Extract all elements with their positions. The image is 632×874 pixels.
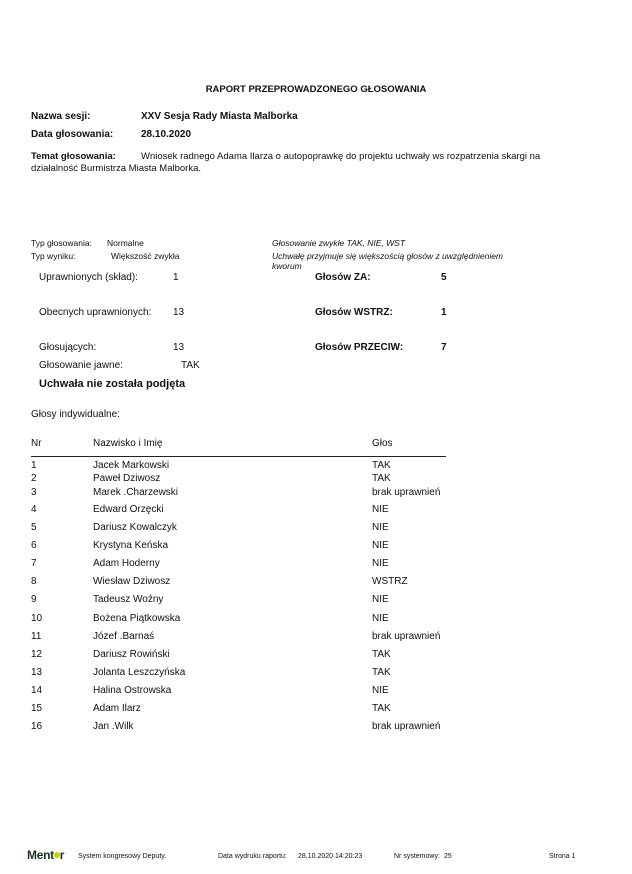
row-vote: TAK bbox=[372, 460, 391, 471]
row-vote: NIE bbox=[372, 540, 389, 551]
row-name: Krystyna Keńska bbox=[93, 540, 169, 551]
row-vote: NIE bbox=[372, 685, 389, 696]
row-vote: TAK bbox=[372, 703, 391, 714]
row-vote: TAK bbox=[372, 667, 391, 678]
row-nr: 11 bbox=[31, 631, 42, 642]
footer-print-date-value: 28.10.2020 14:20:23 bbox=[298, 853, 363, 860]
col-nr: Nr bbox=[31, 438, 42, 449]
individual-heading: Głosy indywidualne: bbox=[31, 409, 120, 420]
public-label: Głosowanie jawne: bbox=[39, 360, 123, 371]
row-nr: 15 bbox=[31, 703, 43, 714]
table-row bbox=[0, 558, 632, 571]
row-name: Dariusz Kowalczyk bbox=[93, 522, 177, 533]
voting-note-2-line-2: kworum bbox=[272, 261, 302, 271]
row-vote: brak uprawnień bbox=[372, 487, 441, 498]
topic-line-1: Wniosek radnego Adama Ilarza o autopoprawkę do projektu uchwały ws rozpatrzenia skargi na bbox=[141, 151, 541, 162]
table-row bbox=[0, 460, 632, 473]
table-row bbox=[0, 540, 632, 553]
row-name: Wiesław Dziwosz bbox=[93, 576, 171, 587]
footer-print-date-label: Data wydruku raportu: bbox=[218, 853, 287, 860]
header-divider bbox=[31, 456, 446, 457]
row-nr: 3 bbox=[31, 487, 37, 498]
topic-line-2: działalność Burmistrza Miasta Malborka. bbox=[31, 163, 202, 174]
voting-note-2-line-1: Uchwałę przyjmuje się większością głosów z uwzględnieniem bbox=[272, 251, 504, 261]
table-row bbox=[0, 721, 632, 734]
table-row bbox=[0, 631, 632, 644]
voting-note-1: Głosowanie zwykłe TAK, NIE, WST bbox=[272, 238, 406, 248]
przeciw-label: Głosów PRZECIW: bbox=[315, 342, 404, 353]
row-name: Jacek Markowski bbox=[93, 460, 170, 471]
present-label: Obecnych uprawnionych: bbox=[39, 307, 152, 318]
row-name: Józef .Barnaś bbox=[93, 631, 155, 642]
row-vote: NIE bbox=[372, 594, 389, 605]
za-value: 5 bbox=[441, 272, 447, 283]
row-nr: 10 bbox=[31, 613, 43, 624]
table-row bbox=[0, 594, 632, 607]
row-name: Tadeusz Woźny bbox=[93, 594, 164, 605]
table-row bbox=[0, 703, 632, 716]
row-nr: 7 bbox=[31, 558, 37, 569]
col-name: Nazwisko i Imię bbox=[93, 438, 163, 449]
row-vote: WSTRZ bbox=[372, 576, 408, 587]
row-name: Halina Ostrowska bbox=[93, 685, 172, 696]
date-value: 28.10.2020 bbox=[141, 129, 192, 140]
result-type-label: Typ wyniku: bbox=[31, 251, 76, 261]
row-nr: 12 bbox=[31, 649, 43, 660]
voting-count-value: 13 bbox=[173, 342, 185, 353]
entitled-label: Uprawnionych (skład): bbox=[39, 272, 138, 283]
table-row bbox=[0, 685, 632, 698]
footer-system: System kongresowy Deputy. bbox=[78, 853, 167, 860]
row-nr: 5 bbox=[31, 522, 37, 533]
row-vote: TAK bbox=[372, 473, 391, 484]
row-nr: 16 bbox=[31, 721, 43, 732]
footer-system-nr-value: 25 bbox=[444, 853, 452, 860]
result-type-value: Większość zwykła bbox=[111, 251, 180, 261]
report-title: RAPORT PRZEPROWADZONEGO GŁOSOWANIA bbox=[205, 84, 427, 95]
row-vote: brak uprawnień bbox=[372, 631, 441, 642]
table-row bbox=[0, 487, 632, 500]
row-name: Marek .Charzewski bbox=[93, 487, 179, 498]
table-row bbox=[0, 667, 632, 680]
outcome-text: Uchwała nie została podjęta bbox=[39, 378, 186, 390]
voting-type-label: Typ głosowania: bbox=[31, 238, 92, 248]
row-nr: 4 bbox=[31, 504, 37, 515]
row-nr: 8 bbox=[31, 576, 37, 587]
table-row bbox=[0, 522, 632, 535]
row-name: Edward Orzęcki bbox=[93, 504, 164, 515]
date-label: Data głosowania: bbox=[31, 129, 114, 140]
voting-type-value: Normalne bbox=[107, 238, 144, 248]
individual-table-header bbox=[0, 438, 632, 451]
row-vote: NIE bbox=[372, 522, 389, 533]
present-value: 13 bbox=[173, 307, 185, 318]
table-row bbox=[0, 649, 632, 662]
row-nr: 1 bbox=[31, 460, 37, 471]
public-value: TAK bbox=[181, 360, 200, 371]
przeciw-value: 7 bbox=[441, 342, 447, 353]
table-row bbox=[0, 473, 632, 486]
row-name: Paweł Dziwosz bbox=[93, 473, 161, 484]
row-vote: NIE bbox=[372, 613, 389, 624]
topic-label: Temat głosowania: bbox=[31, 151, 116, 162]
entitled-value: 1 bbox=[173, 272, 179, 283]
logo-text-right: r bbox=[59, 848, 65, 862]
row-vote: TAK bbox=[372, 649, 391, 660]
row-nr: 13 bbox=[31, 667, 43, 678]
row-vote: NIE bbox=[372, 558, 389, 569]
row-vote: NIE bbox=[372, 504, 389, 515]
footer-page: Strona 1 bbox=[549, 853, 576, 860]
za-label: Głosów ZA: bbox=[315, 272, 371, 283]
wstrz-value: 1 bbox=[441, 307, 447, 318]
row-name: Dariusz Rowiński bbox=[93, 649, 170, 660]
voting-count-label: Głosujących: bbox=[39, 342, 97, 353]
row-name: Adam Ilarz bbox=[93, 703, 141, 714]
row-nr: 14 bbox=[31, 685, 43, 696]
mentor-logo bbox=[27, 848, 64, 862]
table-row bbox=[0, 613, 632, 626]
row-nr: 9 bbox=[31, 594, 37, 605]
row-nr: 6 bbox=[31, 540, 37, 551]
session-label: Nazwa sesji: bbox=[31, 111, 91, 122]
row-name: Jolanta Leszczyńska bbox=[93, 667, 186, 678]
table-row bbox=[0, 576, 632, 589]
row-vote: brak uprawnień bbox=[372, 721, 441, 732]
row-name: Adam Hoderny bbox=[93, 558, 160, 569]
row-name: Bożena Piątkowska bbox=[93, 613, 181, 624]
row-nr: 2 bbox=[31, 473, 37, 484]
table-row bbox=[0, 504, 632, 517]
session-value: XXV Sesja Rady Miasta Malborka bbox=[141, 111, 298, 122]
row-name: Jan .Wilk bbox=[93, 721, 134, 732]
footer-system-nr-label: Nr systemowy: bbox=[394, 853, 440, 860]
col-vote: Głos bbox=[372, 438, 393, 449]
logo-text-left: Ment bbox=[27, 848, 54, 862]
wstrz-label: Głosów WSTRZ: bbox=[315, 307, 393, 318]
